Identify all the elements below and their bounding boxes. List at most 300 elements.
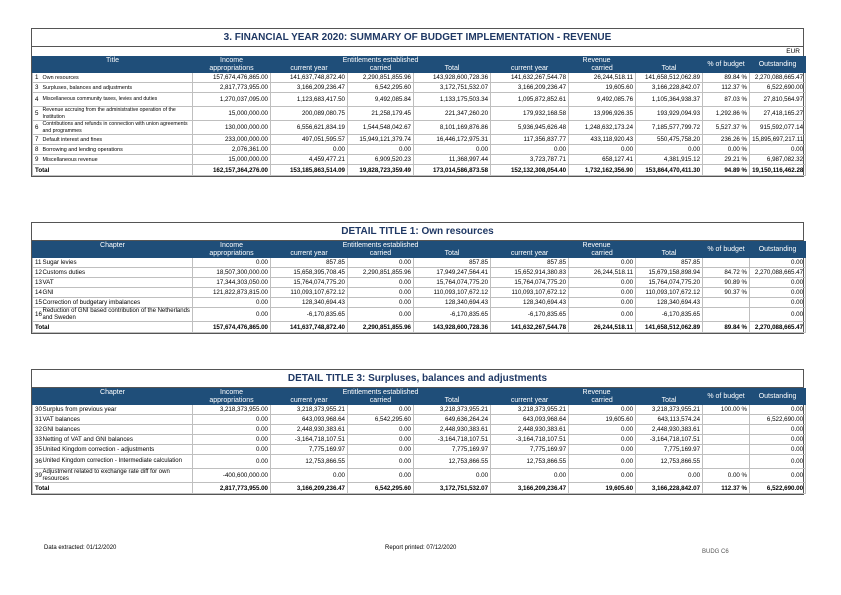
row-value: 0.00 [750,288,806,298]
row-value: 2,448,930,383.61 [414,425,491,435]
detail3-title: DETAIL TITLE 3: Surpluses, balances and adjustments [32,370,803,388]
row-value: 112.37 % [703,83,750,93]
row-value: 15,658,395,708.45 [271,268,348,278]
row-value: 2,448,930,383.61 [491,425,569,435]
total-value: 94.89 % [703,165,750,176]
row-value: 128,340,694.43 [271,298,348,308]
row-value: 90.37 % [703,288,750,298]
row-value: 110,093,107,672.12 [636,288,703,298]
row-value: 0.00 [348,455,414,469]
row-value: 130,000,000.00 [193,121,271,135]
row-label: Miscellaneous community taxes, levies and duties [41,93,193,107]
row-value: 13,996,926.35 [569,107,636,121]
row-value: 5,527.37 % [703,121,750,135]
row-value: 15,949,121,379.74 [348,135,414,145]
row-label: Surplus from previous year [41,405,193,415]
header-pct-budget: % of budget [703,389,750,405]
row-value: 0.00 [569,469,636,483]
row-number: 5 [33,107,41,121]
header-appropriations: appropriations [193,250,271,258]
row-value: 0.00 [750,145,806,155]
header-entitlements: Entitlements established [271,242,491,250]
total-value: 3,166,209,236.47 [271,483,348,494]
row-value: 658,127.41 [569,155,636,165]
total-value: 2,270,088,665.47 [750,322,806,333]
total-label: Total [33,483,193,494]
table-row [33,93,806,107]
total-value: 153,185,863,514.09 [271,165,348,176]
summary-body [33,73,806,176]
row-value: 1,095,872,852.61 [491,93,569,107]
total-value: 89.84 % [703,322,750,333]
row-value: -6,170,835.65 [636,308,703,322]
row-value: 2,290,851,855.96 [348,268,414,278]
row-value: 0.00 [491,469,569,483]
row-value: 0.00 [271,145,348,155]
row-number: 7 [33,135,41,145]
table-row [33,107,806,121]
row-value: 0.00 [348,425,414,435]
total-value: 141,637,748,872.40 [271,322,348,333]
table-row [33,73,806,83]
detail3-section [31,369,804,495]
table-row [33,288,806,298]
row-value [703,445,750,455]
row-value: 0.00 [193,308,271,322]
row-value: 0.00 [348,405,414,415]
header-current-year: current year [491,397,569,405]
detail3-body [33,405,806,494]
row-value: 1,133,175,503.34 [414,93,491,107]
footer-extracted: Data extracted: 01/12/2020 [44,545,117,551]
row-value: 19,605.60 [569,415,636,425]
row-value: 15,764,074,775.20 [491,278,569,288]
row-value: 857.85 [636,258,703,268]
row-value: 3,166,209,236.47 [491,83,569,93]
row-label: Correction of budgetary imbalances [41,298,193,308]
row-number: 32 [33,425,41,435]
row-value: 915,592,077.14 [750,121,806,135]
total-row [33,322,806,333]
row-value: 7,775,169.97 [491,445,569,455]
row-value: 15,652,914,380.83 [491,268,569,278]
table-row [33,455,806,469]
detail1-header [33,242,806,258]
row-value: 0.00 [491,145,569,155]
row-value: 0.00 [193,435,271,445]
detail1-title: DETAIL TITLE 1: Own resources [32,223,803,241]
row-value: 550,475,758.20 [636,135,703,145]
row-value: 128,340,694.43 [414,298,491,308]
row-value: 3,166,209,236.47 [271,83,348,93]
row-value: 5,936,945,626.48 [491,121,569,135]
table-row [33,308,806,322]
header-income: Income [193,57,271,65]
row-value: 200,089,080.75 [271,107,348,121]
row-label: GNI [41,288,193,298]
row-value: 0.00 [636,469,703,483]
row-value: 1,270,037,095.00 [193,93,271,107]
row-number: 8 [33,145,41,155]
row-value: 1,544,548,042.67 [348,121,414,135]
row-value: 6,556,621,834.19 [271,121,348,135]
row-value: 0.00 [348,435,414,445]
row-value: 110,093,107,672.12 [491,288,569,298]
header-current-year: current year [491,250,569,258]
row-value: 0.00 [193,455,271,469]
row-value: 0.00 [750,278,806,288]
row-value [703,425,750,435]
row-value: 0.00 [569,425,636,435]
row-value: 3,218,373,955.21 [414,405,491,415]
total-value: 6,522,690.00 [750,483,806,494]
table-row [33,425,806,435]
total-value: 3,166,209,236.47 [491,483,569,494]
row-value: 7,775,169.97 [271,445,348,455]
row-value: -6,170,835.65 [271,308,348,322]
header-chapter: Chapter [33,389,193,397]
row-label: VAT [41,278,193,288]
row-label: Default interest and fines [41,135,193,145]
row-value: 141,658,512,062.89 [636,73,703,83]
row-value: 0.00 [750,308,806,322]
header-pct-budget: % of budget [703,242,750,258]
row-value [703,308,750,322]
row-value: 0.00 [348,445,414,455]
row-label: GNI balances [41,425,193,435]
row-value: 0.00 [750,405,806,415]
row-value: 0.00 [750,425,806,435]
row-value: 643,113,574.24 [636,415,703,425]
row-value: 0.00 [414,145,491,155]
row-number: 6 [33,121,41,135]
row-value: 117,356,837.77 [491,135,569,145]
row-value: 6,522,690.00 [750,83,806,93]
detail1-section [31,222,804,334]
row-label: United Kingdom correction - adjustments [41,445,193,455]
row-value: 3,723,787.71 [491,155,569,165]
row-label: Revenue accruing from the administrative operation of the Institution [41,107,193,121]
header-outstanding: Outstanding [750,389,806,405]
row-value: 0.00 [348,288,414,298]
footer-code: BUDG C6 [702,549,729,555]
table-row [33,405,806,415]
row-value: 857.85 [414,258,491,268]
table-row [33,435,806,445]
row-value: 0.00 [193,258,271,268]
row-value: 6,987,082.32 [750,155,806,165]
header-carried: carried [348,250,414,258]
row-value: 17,949,247,564.41 [414,268,491,278]
row-value: 236.26 % [703,135,750,145]
row-value: 17,344,303,050.00 [193,278,271,288]
table-row [33,415,806,425]
row-value [703,415,750,425]
row-value: 90.89 % [703,278,750,288]
row-value: 87.03 % [703,93,750,107]
row-value: 2,290,851,855.96 [348,73,414,83]
header-outstanding: Outstanding [750,57,806,73]
row-label: Customs duties [41,268,193,278]
row-number: 12 [33,268,41,278]
row-value: 6,522,690.00 [750,415,806,425]
row-value: 497,051,595.57 [271,135,348,145]
row-number: 15 [33,298,41,308]
header-title: Title [33,57,193,65]
row-value: -400,600,000.00 [193,469,271,483]
summary-table [32,56,806,176]
row-label: Miscellaneous revenue [41,155,193,165]
total-row [33,483,806,494]
header-appropriations: appropriations [193,397,271,405]
row-value: 0.00 [569,405,636,415]
row-value: 128,340,694.43 [636,298,703,308]
row-number: 9 [33,155,41,165]
row-value: 15,764,074,775.20 [271,278,348,288]
row-label: Contributions and refunds in connection with union agreements and programmes [41,121,193,135]
row-number: 13 [33,278,41,288]
row-value: 3,218,373,955.00 [193,405,271,415]
row-value: 649,636,264.24 [414,415,491,425]
row-value: 128,340,694.43 [491,298,569,308]
row-label: Borrowing and lending operations [41,145,193,155]
table-row [33,145,806,155]
currency-label: EUR [786,48,800,55]
header-total: Total [636,250,703,258]
row-value: 0.00 [569,288,636,298]
row-number: 4 [33,93,41,107]
header-total: Total [414,397,491,405]
row-value: 1,248,632,173.24 [569,121,636,135]
row-value: -3,164,718,107.51 [491,435,569,445]
header-entitlements: Entitlements established [271,57,491,65]
row-number: 31 [33,415,41,425]
header-current-year: current year [491,65,569,73]
row-value: 12,753,866.55 [491,455,569,469]
total-value: 3,166,228,842.07 [636,483,703,494]
row-value: 179,932,168.58 [491,107,569,121]
row-value: -3,164,718,107.51 [414,435,491,445]
header-total: Total [636,397,703,405]
row-value: 3,218,373,955.21 [271,405,348,415]
row-value: 27,810,564.97 [750,93,806,107]
row-value: 15,764,074,775.20 [414,278,491,288]
row-value: 8,101,169,876.86 [414,121,491,135]
total-value: 2,290,851,855.96 [348,322,414,333]
row-label: Own resources [41,73,193,83]
header-pct-budget: % of budget [703,57,750,73]
row-value: 141,632,267,544.78 [491,73,569,83]
row-value: 1,105,364,938.37 [636,93,703,107]
row-value: 0.00 [193,445,271,455]
header-revenue: Revenue [491,242,703,250]
row-value [703,435,750,445]
table-row [33,121,806,135]
header-entitlements: Entitlements established [271,389,491,397]
header-current-year: current year [271,250,348,258]
row-value: 21,258,179.45 [348,107,414,121]
row-value: 89.84 % [703,73,750,83]
total-value: 3,172,751,532.07 [414,483,491,494]
row-value: 233,000,000.00 [193,135,271,145]
row-value: 110,093,107,672.12 [414,288,491,298]
row-value: 6,542,295.60 [348,415,414,425]
row-value: 0.00 [569,435,636,445]
table-row [33,83,806,93]
row-value: 12,753,866.55 [636,455,703,469]
row-value: 19,605.60 [569,83,636,93]
row-value: 4,459,477.21 [271,155,348,165]
row-value: 3,218,373,955.21 [636,405,703,415]
row-value: 4,381,915.12 [636,155,703,165]
row-value: 2,448,930,383.61 [636,425,703,435]
row-value [703,258,750,268]
row-value [703,298,750,308]
row-value: 110,093,107,672.12 [271,288,348,298]
table-row [33,258,806,268]
row-value: 0.00 [193,415,271,425]
row-value: 12,753,866.55 [414,455,491,469]
row-label: Surpluses, balances and adjustments [41,83,193,93]
row-value: 0.00 [569,258,636,268]
row-value: 2,817,773,955.00 [193,83,271,93]
row-value: 0.00 [348,145,414,155]
total-value: 173,014,586,873.58 [414,165,491,176]
detail3-table [32,388,806,494]
row-label: Adjustment related to exchange rate diff for own resources [41,469,193,483]
row-value: 0.00 [750,258,806,268]
total-value: 19,828,723,359.49 [348,165,414,176]
row-value: 0.00 [271,469,348,483]
row-value: 18,507,300,000.00 [193,268,271,278]
row-label: United Kingdom correction - Intermediate calculation [41,455,193,469]
row-value: 0.00 [750,455,806,469]
row-number: 35 [33,445,41,455]
row-number: 3 [33,83,41,93]
row-value: 12,753,866.55 [271,455,348,469]
row-value: 157,674,476,865.00 [193,73,271,83]
total-value: 26,244,518.11 [569,322,636,333]
total-value: 6,542,295.60 [348,483,414,494]
header-carried: carried [348,397,414,405]
row-value: 26,244,518.11 [569,268,636,278]
header-current-year: current year [271,65,348,73]
header-appropriations: appropriations [193,65,271,73]
row-value: 27,418,165.27 [750,107,806,121]
row-value: 857.85 [271,258,348,268]
row-value: -3,164,718,107.51 [271,435,348,445]
header-chapter: Chapter [33,242,193,250]
table-row [33,469,806,483]
row-value: 2,448,930,383.61 [271,425,348,435]
row-value: 0.00 [636,145,703,155]
total-value: 153,864,470,411.30 [636,165,703,176]
row-number: 36 [33,455,41,469]
row-value: 0.00 [348,278,414,288]
total-value: 19,605.60 [569,483,636,494]
row-value: 7,185,577,799.72 [636,121,703,135]
total-value: 152,132,308,054.40 [491,165,569,176]
total-value: 19,150,116,462.28 [750,165,806,176]
header-revenue: Revenue [491,57,703,65]
row-value: 0.00 [348,308,414,322]
row-number: 14 [33,288,41,298]
row-number: 16 [33,308,41,322]
row-value: 0.00 [569,455,636,469]
table-row [33,298,806,308]
row-value: 3,166,228,842.07 [636,83,703,93]
table-row [33,135,806,145]
total-label: Total [33,165,193,176]
header-current-year: current year [271,397,348,405]
row-value: 7,775,169.97 [636,445,703,455]
row-value: 643,093,968.64 [271,415,348,425]
total-value: 141,658,512,062.89 [636,322,703,333]
footer-printed: Report printed: 07/12/2020 [385,545,457,551]
row-value: 0.00 [569,445,636,455]
row-value: 7,775,169.97 [414,445,491,455]
row-value: 16,446,172,975.31 [414,135,491,145]
table-row [33,268,806,278]
row-value: 0.00 [569,145,636,155]
row-value: 143,928,600,728.36 [414,73,491,83]
total-row [33,165,806,176]
header-carried: carried [348,65,414,73]
row-value: 0.00 [193,298,271,308]
row-value: 0.00 [569,308,636,322]
row-value: 15,764,074,775.20 [636,278,703,288]
total-value: 157,674,476,865.00 [193,322,271,333]
row-value [703,455,750,469]
row-value: -6,170,835.65 [414,308,491,322]
row-number: 33 [33,435,41,445]
row-label: Netting of VAT and GNI balances [41,435,193,445]
row-value: 0.00 [414,469,491,483]
header-income: Income [193,242,271,250]
row-value: 2,270,088,665.47 [750,268,806,278]
row-value: 0.00 [193,425,271,435]
row-value: 3,172,751,532.07 [414,83,491,93]
row-number: 39 [33,469,41,483]
row-value: 1,123,683,417.50 [271,93,348,107]
row-value: 0.00 [348,298,414,308]
row-value: -6,170,835.65 [491,308,569,322]
row-number: 1 [33,73,41,83]
summary-title: 3. FINANCIAL YEAR 2020: SUMMARY OF BUDGET IMPLEMENTATION - REVENUE [32,29,803,47]
row-value: 2,076,361.00 [193,145,271,155]
row-value: 0.00 [569,298,636,308]
total-value: 162,157,364,276.00 [193,165,271,176]
row-value: 221,347,260.20 [414,107,491,121]
total-value: 112.37 % [703,483,750,494]
row-value: 0.00 [348,258,414,268]
summary-header [33,57,806,73]
row-value: 15,895,697,217.11 [750,135,806,145]
row-value: 141,637,748,872.40 [271,73,348,83]
row-value: 0.00 [750,298,806,308]
row-value: 9,492,085.76 [569,93,636,107]
detail3-header [33,389,806,405]
row-value: 1,292.86 % [703,107,750,121]
row-label: VAT balances [41,415,193,425]
total-label: Total [33,322,193,333]
row-value: 121,822,873,815.00 [193,288,271,298]
row-value: 0.00 [750,445,806,455]
row-value: 2,270,088,665.47 [750,73,806,83]
table-row [33,155,806,165]
row-value: 15,000,000.00 [193,107,271,121]
row-value: 0.00 [750,435,806,445]
